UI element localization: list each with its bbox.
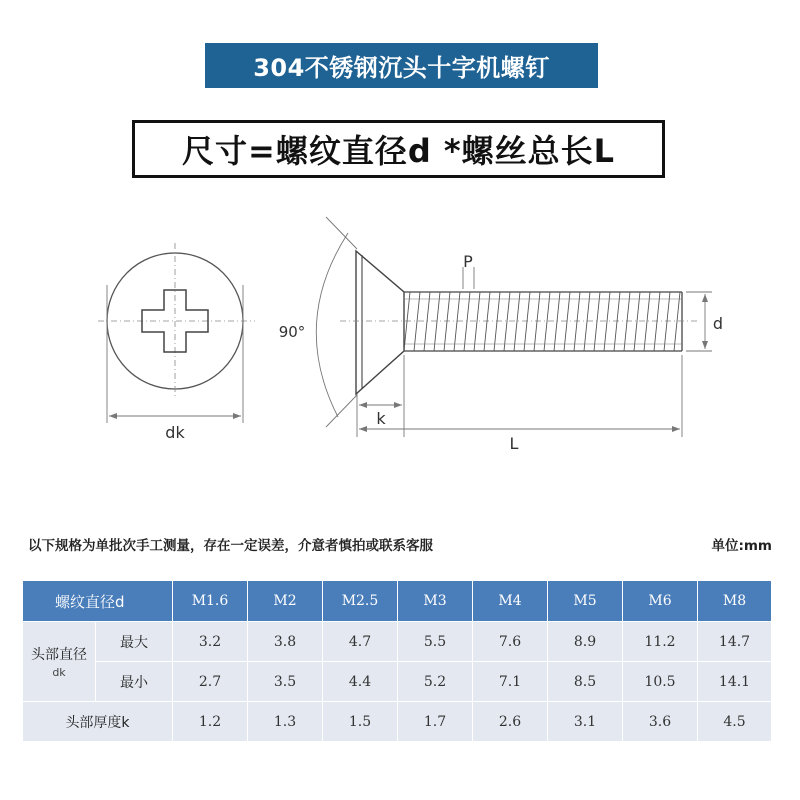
screw-side-view (279, 217, 723, 453)
table-cell: 3.6 (623, 702, 698, 742)
measurement-note: 以下规格为单批次手工测量，存在一定误差，介意者慎拍或联系客服 (28, 538, 433, 554)
table-cell: 4.5 (698, 702, 772, 742)
d-label: d (712, 314, 724, 333)
table-cell: 3.2 (173, 622, 248, 662)
thread-diameter-header: 螺纹直径d (23, 581, 173, 622)
table-cell: 1.5 (323, 702, 398, 742)
table-cell: 14.7 (698, 622, 772, 662)
size-cell: M6 (623, 581, 698, 622)
table-cell: 1.2 (173, 702, 248, 742)
size-cell: M2 (248, 581, 323, 622)
size-cell: M2.5 (323, 581, 398, 622)
table-cell: 4.4 (323, 662, 398, 702)
table-cell: 14.1 (698, 662, 772, 702)
angle-label: 90° (278, 323, 306, 341)
size-cell: M8 (698, 581, 772, 622)
l-label: L (509, 434, 519, 453)
dk-label: dk (165, 423, 185, 442)
table-cell: 3.8 (248, 622, 323, 662)
table-cell: 5.2 (398, 662, 473, 702)
table-cell: 7.1 (473, 662, 548, 702)
spec-table (22, 580, 772, 742)
table-header-row (23, 581, 772, 622)
table-cell: 2.6 (473, 702, 548, 742)
size-cell: M5 (548, 581, 623, 622)
table-cell: 7.6 (473, 622, 548, 662)
unit-label: 单位:mm (711, 538, 772, 554)
table-row-head-max (23, 622, 772, 662)
product-title: 304不锈钢沉头十字机螺钉 (205, 43, 598, 88)
head-thickness-label: 头部厚度k (23, 702, 173, 742)
head-diameter-label (23, 622, 96, 702)
table-cell: 2.7 (173, 662, 248, 702)
table-cell: 1.7 (398, 702, 473, 742)
screw-technical-drawing (0, 195, 800, 495)
table-cell: 8.5 (548, 662, 623, 702)
min-label: 最小 (96, 662, 173, 702)
head-top-view (98, 243, 255, 442)
head-diameter-text: 头部直径 (31, 647, 87, 663)
pitch-label: P (463, 252, 473, 271)
table-row-head-min (23, 662, 772, 702)
table-row-head-thickness (23, 702, 772, 742)
size-cell: M3 (398, 581, 473, 622)
table-cell: 1.3 (248, 702, 323, 742)
table-cell: 4.7 (323, 622, 398, 662)
table-cell: 5.5 (398, 622, 473, 662)
table-cell: 10.5 (623, 662, 698, 702)
size-cell: M4 (473, 581, 548, 622)
table-cell: 3.1 (548, 702, 623, 742)
head-diameter-sub: dk (52, 666, 66, 679)
table-cell: 11.2 (623, 622, 698, 662)
size-cell: M1.6 (173, 581, 248, 622)
table-cell: 3.5 (248, 662, 323, 702)
k-label: k (376, 409, 386, 428)
size-formula: 尺寸=螺纹直径d *螺丝总长L (132, 120, 665, 178)
max-label: 最大 (96, 622, 173, 662)
table-cell: 8.9 (548, 622, 623, 662)
